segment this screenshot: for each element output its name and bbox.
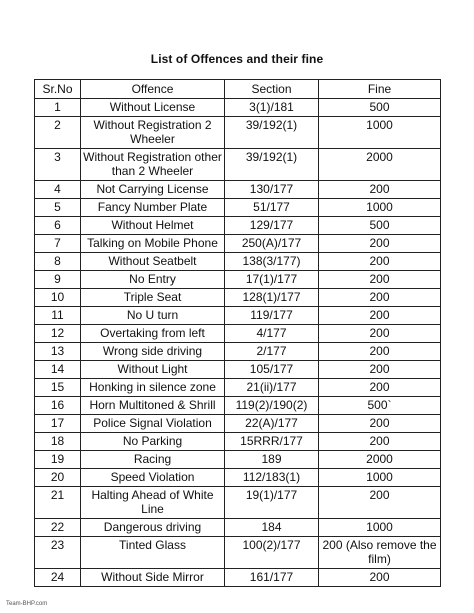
offence-cell: Police Signal Violation <box>81 415 225 433</box>
offence-cell: Speed Violation <box>81 469 225 487</box>
sr-no-cell: 23 <box>35 537 81 569</box>
sr-no-cell: 2 <box>35 117 81 149</box>
table-row <box>35 253 441 271</box>
section-cell: 39/192(1) <box>225 117 319 149</box>
section-cell: 128(1)/177 <box>225 289 319 307</box>
section-cell: 130/177 <box>225 181 319 199</box>
offence-cell: No Entry <box>81 271 225 289</box>
section-cell: 250(A)/177 <box>225 235 319 253</box>
document-title: List of Offences and their fine <box>150 52 324 66</box>
fine-cell: 1000 <box>319 519 441 537</box>
offence-cell: No U turn <box>81 307 225 325</box>
table-row <box>35 537 441 569</box>
section-cell: 22(A)/177 <box>225 415 319 433</box>
sr-no-cell: 6 <box>35 217 81 235</box>
section-cell: 138(3/177) <box>225 253 319 271</box>
offence-cell: Halting Ahead of White Line <box>81 487 225 519</box>
table-row <box>35 217 441 235</box>
table-row <box>35 569 441 587</box>
fine-cell: 1000 <box>319 199 441 217</box>
section-cell: 4/177 <box>225 325 319 343</box>
table-row <box>35 487 441 519</box>
table-row <box>35 149 441 181</box>
offence-cell: Not Carrying License <box>81 181 225 199</box>
offence-cell: Without Helmet <box>81 217 225 235</box>
fine-cell: 1000 <box>319 469 441 487</box>
sr-no-cell: 12 <box>35 325 81 343</box>
offence-cell: Fancy Number Plate <box>81 199 225 217</box>
sr-no-cell: 19 <box>35 451 81 469</box>
section-cell: 15RRR/177 <box>225 433 319 451</box>
section-cell: 2/177 <box>225 343 319 361</box>
table-row <box>35 451 441 469</box>
sr-no-cell: 15 <box>35 379 81 397</box>
sr-no-cell: 21 <box>35 487 81 519</box>
fine-cell: 1000 <box>319 117 441 149</box>
sr-no-cell: 7 <box>35 235 81 253</box>
offence-cell: No Parking <box>81 433 225 451</box>
sr-no-cell: 20 <box>35 469 81 487</box>
sr-no-cell: 22 <box>35 519 81 537</box>
offence-cell: Dangerous driving <box>81 519 225 537</box>
offences-table-body <box>35 99 441 587</box>
fine-cell: 200 <box>319 433 441 451</box>
section-cell: 21(ii)/177 <box>225 379 319 397</box>
table-row <box>35 235 441 253</box>
fine-cell: 2000 <box>319 149 441 181</box>
sr-no-cell: 10 <box>35 289 81 307</box>
table-row <box>35 117 441 149</box>
column-header-section: Section <box>225 80 319 99</box>
table-row <box>35 271 441 289</box>
section-cell: 112/183(1) <box>225 469 319 487</box>
section-cell: 51/177 <box>225 199 319 217</box>
section-cell: 161/177 <box>225 569 319 587</box>
section-cell: 3(1)/181 <box>225 99 319 117</box>
sr-no-cell: 11 <box>35 307 81 325</box>
offence-cell: Tinted Glass <box>81 537 225 569</box>
sr-no-cell: 17 <box>35 415 81 433</box>
fine-cell: 200 <box>319 343 441 361</box>
fine-cell: 200 <box>319 307 441 325</box>
fine-cell: 200 <box>319 569 441 587</box>
fine-cell: 200 <box>319 415 441 433</box>
sr-no-cell: 3 <box>35 149 81 181</box>
section-cell: 184 <box>225 519 319 537</box>
sr-no-cell: 9 <box>35 271 81 289</box>
section-cell: 19(1)/177 <box>225 487 319 519</box>
fine-cell: 200 <box>319 325 441 343</box>
fine-cell: 200 <box>319 361 441 379</box>
table-header-row <box>35 80 441 99</box>
section-cell: 119(2)/190(2) <box>225 397 319 415</box>
table-row <box>35 199 441 217</box>
sr-no-cell: 5 <box>35 199 81 217</box>
offence-cell: Honking in silence zone <box>81 379 225 397</box>
fine-cell: 200 <box>319 379 441 397</box>
sr-no-cell: 14 <box>35 361 81 379</box>
table-row <box>35 307 441 325</box>
column-header-fine: Fine <box>319 80 441 99</box>
offence-cell: Wrong side driving <box>81 343 225 361</box>
table-row <box>35 99 441 117</box>
table-row <box>35 519 441 537</box>
sr-no-cell: 24 <box>35 569 81 587</box>
offence-cell: Without Registration other than 2 Wheeler <box>81 149 225 181</box>
section-cell: 39/192(1) <box>225 149 319 181</box>
fine-cell: 2000 <box>319 451 441 469</box>
watermark: Team-BHP.com <box>6 601 48 607</box>
offence-cell: Racing <box>81 451 225 469</box>
offence-cell: Without License <box>81 99 225 117</box>
fine-cell: 500 <box>319 99 441 117</box>
section-cell: 105/177 <box>225 361 319 379</box>
fine-cell: 200 <box>319 271 441 289</box>
table-row <box>35 325 441 343</box>
table-row <box>35 415 441 433</box>
offence-cell: Without Registration 2 Wheeler <box>81 117 225 149</box>
column-header-sr-no: Sr.No <box>35 80 81 99</box>
offence-cell: Without Light <box>81 361 225 379</box>
sr-no-cell: 1 <box>35 99 81 117</box>
fine-cell: 500 <box>319 217 441 235</box>
table-row <box>35 469 441 487</box>
offence-cell: Horn Multitoned & Shrill <box>81 397 225 415</box>
offence-cell: Overtaking from left <box>81 325 225 343</box>
section-cell: 189 <box>225 451 319 469</box>
fine-cell: 500` <box>319 397 441 415</box>
offence-cell: Without Seatbelt <box>81 253 225 271</box>
table-row <box>35 181 441 199</box>
section-cell: 100(2)/177 <box>225 537 319 569</box>
offences-table <box>34 79 441 587</box>
fine-cell: 200 <box>319 235 441 253</box>
table-row <box>35 343 441 361</box>
section-cell: 129/177 <box>225 217 319 235</box>
sr-no-cell: 13 <box>35 343 81 361</box>
column-header-offence: Offence <box>81 80 225 99</box>
section-cell: 119/177 <box>225 307 319 325</box>
fine-cell: 200 <box>319 289 441 307</box>
offence-cell: Without Side Mirror <box>81 569 225 587</box>
table-row <box>35 433 441 451</box>
sr-no-cell: 18 <box>35 433 81 451</box>
sr-no-cell: 8 <box>35 253 81 271</box>
offence-cell: Talking on Mobile Phone <box>81 235 225 253</box>
fine-cell: 200 <box>319 253 441 271</box>
offence-cell: Triple Seat <box>81 289 225 307</box>
sr-no-cell: 4 <box>35 181 81 199</box>
fine-cell: 200 <box>319 487 441 519</box>
sr-no-cell: 16 <box>35 397 81 415</box>
fine-cell: 200 (Also remove the film) <box>319 537 441 569</box>
table-row <box>35 361 441 379</box>
table-row <box>35 397 441 415</box>
section-cell: 17(1)/177 <box>225 271 319 289</box>
table-row <box>35 289 441 307</box>
table-row <box>35 379 441 397</box>
fine-cell: 200 <box>319 181 441 199</box>
